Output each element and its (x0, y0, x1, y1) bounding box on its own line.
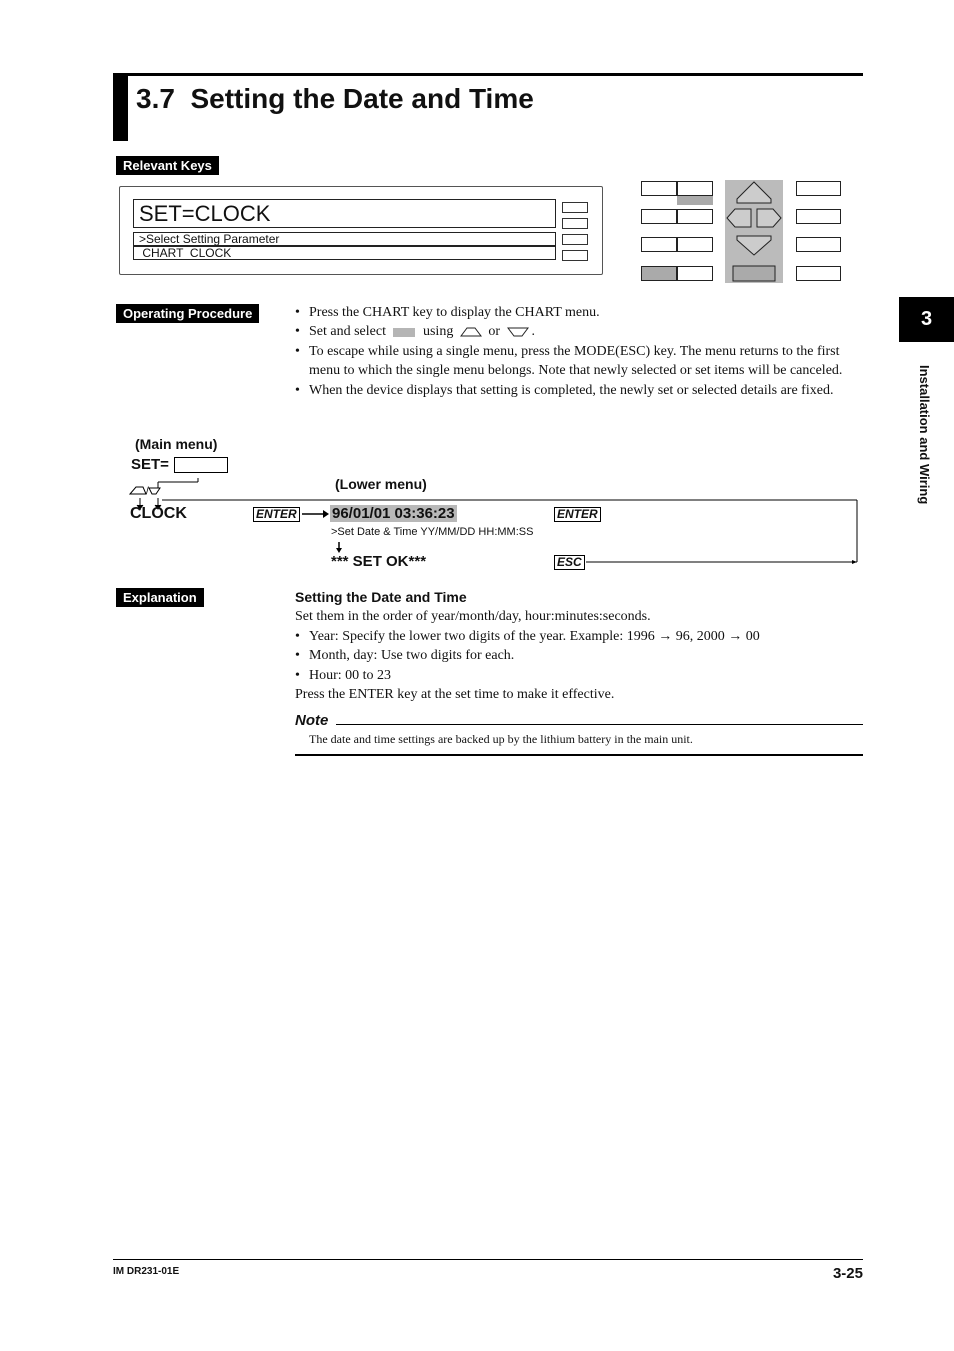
enter-key-label-1: ENTER (253, 507, 300, 522)
explanation-body (295, 588, 865, 704)
set-prefix: SET= (131, 456, 169, 473)
key-highlight-chart (677, 196, 713, 205)
key-right-4[interactable] (796, 266, 841, 281)
chapter-title: Installation and Wiring (917, 365, 932, 505)
key-right-2[interactable] (796, 209, 841, 224)
down-arrow-key-icon (506, 326, 530, 338)
lcd-soft-key-4[interactable] (562, 250, 588, 261)
procedure-step-2-c: or (488, 324, 500, 340)
selection-box-icon (393, 328, 415, 337)
procedure-step-2 (295, 322, 865, 341)
explanation-tag: Explanation (116, 588, 204, 607)
note-heading: Note (295, 712, 329, 729)
key-right-3[interactable] (796, 237, 841, 252)
key-r3-a[interactable] (641, 237, 677, 252)
procedure-step-3: • To escape while using a single menu, press the MODE(ESC) key. The menu returns to the first menu to which the single menu belongs. Note that newly selected or set items will be canceled. (295, 342, 865, 381)
key-r2-b[interactable] (677, 209, 713, 224)
lcd-line-1: >Select Setting Parameter (133, 232, 556, 246)
procedure-step-1: • Press the CHART key to display the CHART menu. (295, 303, 865, 322)
chapter-tab: 3 (899, 297, 954, 342)
title-bar (113, 73, 128, 141)
key-r4-b[interactable] (677, 266, 713, 281)
flow-connectors (128, 478, 860, 570)
page-number: 3-25 (832, 1265, 863, 1282)
procedure-step-2-a: Set and select (309, 324, 386, 340)
procedure-step-4: • When the device displays that setting is completed, the newly set or selected details are fixed. (295, 381, 865, 400)
lcd-main-line: SET=CLOCK (133, 199, 556, 228)
enter-key-label-2: ENTER (554, 507, 601, 522)
lower-menu-label: (Lower menu) (335, 476, 427, 492)
title-rule (128, 73, 863, 76)
key-mode-esc[interactable] (641, 266, 677, 281)
operating-procedure-tag: Operating Procedure (116, 304, 259, 323)
main-menu-value-box (174, 457, 228, 473)
note-top-rule (336, 724, 863, 725)
key-r3-b[interactable] (677, 237, 713, 252)
set-ok-message: *** SET OK*** (331, 553, 427, 570)
main-menu-label: (Main menu) (135, 436, 218, 452)
footer-rule (113, 1259, 863, 1260)
lcd-soft-key-1[interactable] (562, 202, 588, 213)
lcd-line-2: CHART CLOCK (133, 246, 556, 260)
note-text: The date and time settings are backed up by the lithium battery in the main unit. (309, 732, 693, 746)
explanation-item-year: • Year: Specify the lower two digits of the year. Example: 1996 → 96, 2000 → 00 (295, 627, 865, 646)
explanation-item-hour: • Hour: 00 to 23 (295, 666, 865, 685)
procedure-step-2-b: using (422, 324, 454, 340)
procedure-step-2-d: . (531, 324, 535, 340)
svg-text:/: / (146, 486, 149, 497)
arrow-keys-icon[interactable] (725, 180, 783, 283)
procedure-list (295, 303, 865, 400)
esc-key-label: ESC (554, 555, 585, 570)
up-arrow-key-icon (459, 326, 483, 338)
relevant-keys-tag: Relevant Keys (116, 156, 219, 175)
key-r1-b[interactable] (677, 181, 713, 196)
page-title: 3.7 Setting the Date and Time (136, 83, 534, 114)
lcd-soft-key-3[interactable] (562, 234, 588, 245)
explanation-intro: Set them in the order of year/month/day, hour:minutes:seconds. (295, 609, 651, 625)
date-time-hint: >Set Date & Time YY/MM/DD HH:MM:SS (331, 526, 534, 538)
explanation-outro: Press the ENTER key at the set time to make it effective. (295, 687, 615, 703)
explanation-item-month-day: • Month, day: Use two digits for each. (295, 646, 865, 665)
explanation-heading: Setting the Date and Time (295, 589, 467, 605)
document-id: IM DR231-01E (113, 1266, 180, 1277)
lcd-soft-key-2[interactable] (562, 218, 588, 229)
explanation-list (295, 627, 865, 685)
key-r2-a[interactable] (641, 209, 677, 224)
clock-label: CLOCK (130, 505, 187, 522)
note-bottom-rule (295, 754, 863, 756)
key-r1-a[interactable] (641, 181, 677, 196)
key-right-1[interactable] (796, 181, 841, 196)
date-time-value: 96/01/01 03:36:23 (332, 505, 455, 522)
